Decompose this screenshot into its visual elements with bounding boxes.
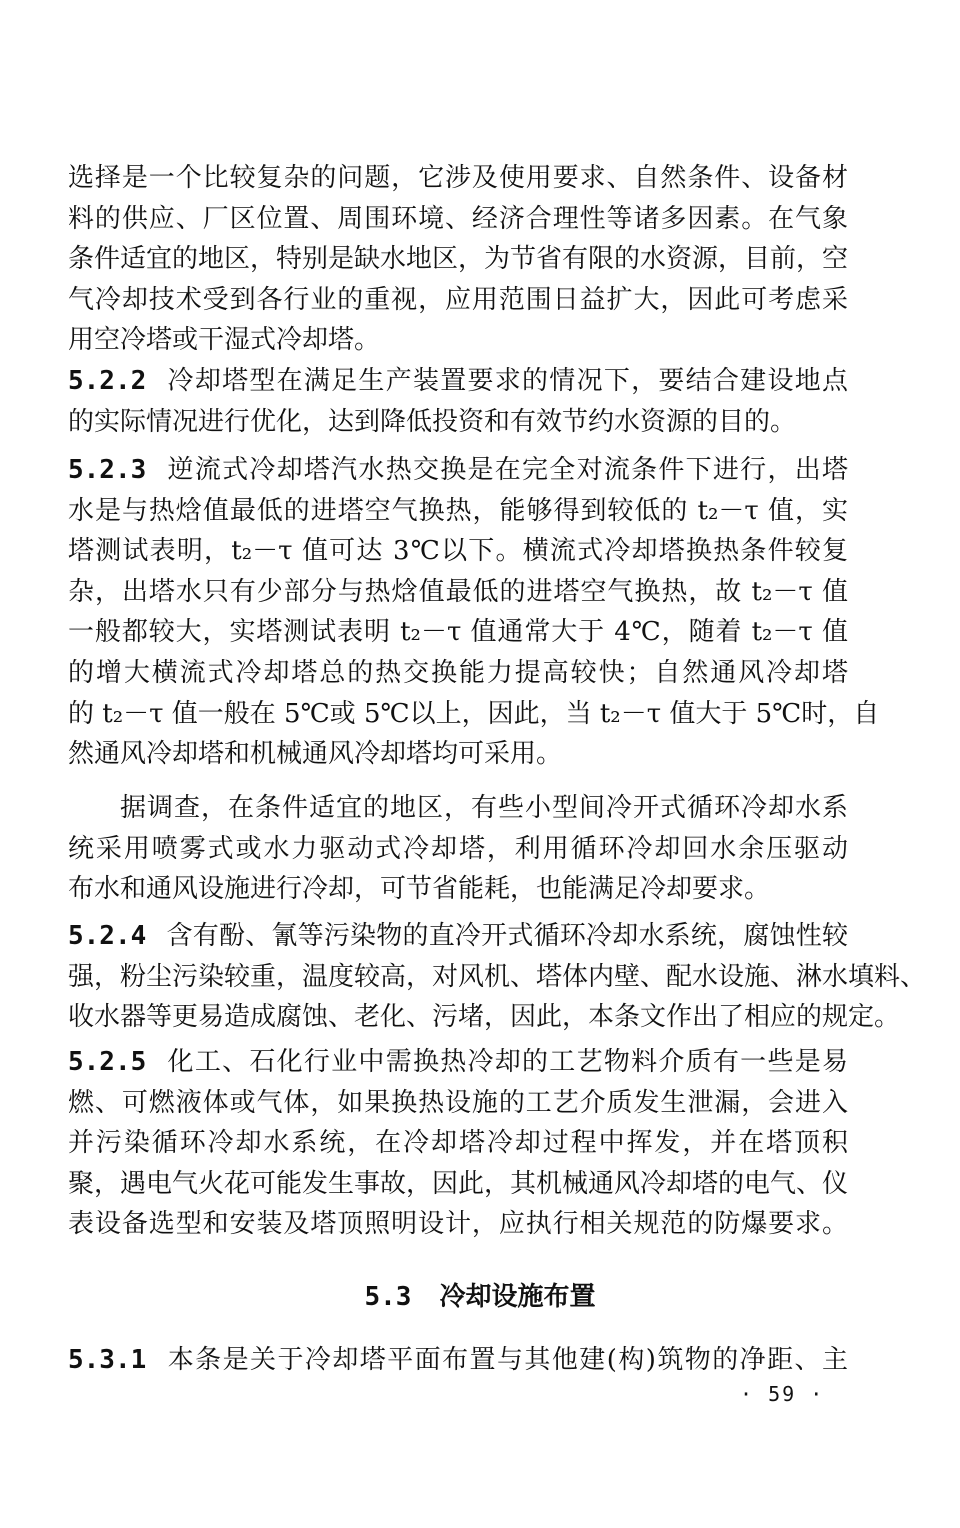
section-heading (0, 1276, 960, 1313)
text-line: 选择是一个比较复杂的问题，它涉及使用要求、自然条件、设备材 (68, 163, 848, 193)
clause-number: 5.2.2 (68, 366, 147, 396)
text-line: 气冷却技术受到各行业的重视，应用范围日益扩大，因此可考虑采 (68, 284, 848, 315)
text-line: 一般都较大，实塔测试表明 t₂－τ 值通常大于 4℃，随着 t₂－τ 值 (68, 617, 848, 648)
section-title: 冷却设施布置 (439, 1282, 596, 1312)
clause-number: 5.2.3 (68, 455, 147, 485)
paragraph-survey (68, 788, 848, 910)
clause-first-line (68, 1340, 848, 1381)
clause-5-2-4 (68, 916, 927, 1038)
text-line: 含有酚、氰等污染物的直冷开式循环冷却水系统，腐蚀性较 (166, 921, 848, 951)
clause-first-line (68, 1042, 848, 1083)
page-number: · 59 · (740, 1382, 825, 1406)
text-line: 布水和通风设施进行冷却，可节省能耗，也能满足冷却要求。 (68, 874, 771, 905)
text-line: 化工、石化行业中需换热冷却的工艺物料介质有一些是易 (166, 1047, 848, 1077)
text-line: 本条是关于冷却塔平面布置与其他建(构)筑物的净距、主 (166, 1345, 848, 1375)
clause-5-2-2 (68, 361, 848, 442)
clause-5-3-1 (68, 1340, 848, 1381)
text-line: 表设备选型和安装及塔顶照明设计，应执行相关规范的防爆要求。 (68, 1209, 848, 1240)
text-line: 水是与热焓值最低的进塔空气换热，能够得到较低的 t₂－τ 值，实 (68, 495, 848, 526)
text-line: 杂，出塔水只有少部分与热焓值最低的进塔空气换热，故 t₂－τ 值 (68, 576, 848, 607)
clause-5-2-5 (68, 1042, 848, 1245)
text-line: 统采用喷雾式或水力驱动式冷却塔，利用循环冷却回水余压驱动 (68, 833, 848, 864)
clause-number: 5.3.1 (68, 1345, 147, 1375)
text-line: 燃、可燃液体或气体，如果换热设施的工艺介质发生泄漏，会进入 (68, 1087, 848, 1118)
clause-number: 5.2.5 (68, 1047, 147, 1077)
clause-first-line (68, 361, 848, 402)
clause-first-line (68, 916, 848, 957)
text-line: 据调查，在条件适宜的地区，有些小型间冷开式循环冷却水系 (120, 793, 848, 823)
clause-5-2-3 (68, 450, 880, 775)
section-number: 5.3 (364, 1282, 412, 1312)
text-line: 的实际情况进行优化，达到降低投资和有效节约水资源的目的。 (68, 406, 797, 437)
paragraph-intro (68, 158, 848, 361)
text-line: 的增大横流式冷却塔总的热交换能力提高较快；自然通风冷却塔 (68, 657, 848, 688)
clause-number: 5.2.4 (68, 921, 147, 951)
clause-first-line (68, 450, 848, 491)
text-line: 料的供应、厂区位置、周围环境、经济合理性等诸多因素。在气象 (68, 203, 848, 234)
text-line: 收水器等更易造成腐蚀、老化、污堵，因此，本条文作出了相应的规定。 (68, 1002, 901, 1033)
text-line: 塔测试表明，t₂－τ 值可达 3℃以下。横流式冷却塔换热条件较复 (68, 536, 848, 567)
text-line: 强，粉尘污染较重，温度较高，对风机、塔体内壁、配水设施、淋水填料、 (68, 961, 927, 992)
text-line: 聚，遇电气火花可能发生事故，因此，其机械通风冷却塔的电气、仪 (68, 1168, 849, 1199)
text-line: 条件适宜的地区，特别是缺水地区，为节省有限的水资源，目前，空 (68, 244, 849, 275)
text-line: 冷却塔型在满足生产装置要求的情况下，要结合建设地点 (166, 366, 848, 396)
text-line: 然通风冷却塔和机械通风冷却塔均可采用。 (68, 739, 563, 770)
text-line: 并污染循环冷却水系统，在冷却塔冷却过程中挥发，并在塔顶积 (68, 1128, 848, 1159)
text-line: 逆流式冷却塔汽水热交换是在完全对流条件下进行，出塔 (166, 455, 848, 485)
text-line: 用空冷塔或干湿式冷却塔。 (68, 325, 381, 356)
text-line: 的 t₂－τ 值一般在 5℃或 5℃以上，因此，当 t₂－τ 值大于 5℃时，自 (68, 698, 880, 729)
